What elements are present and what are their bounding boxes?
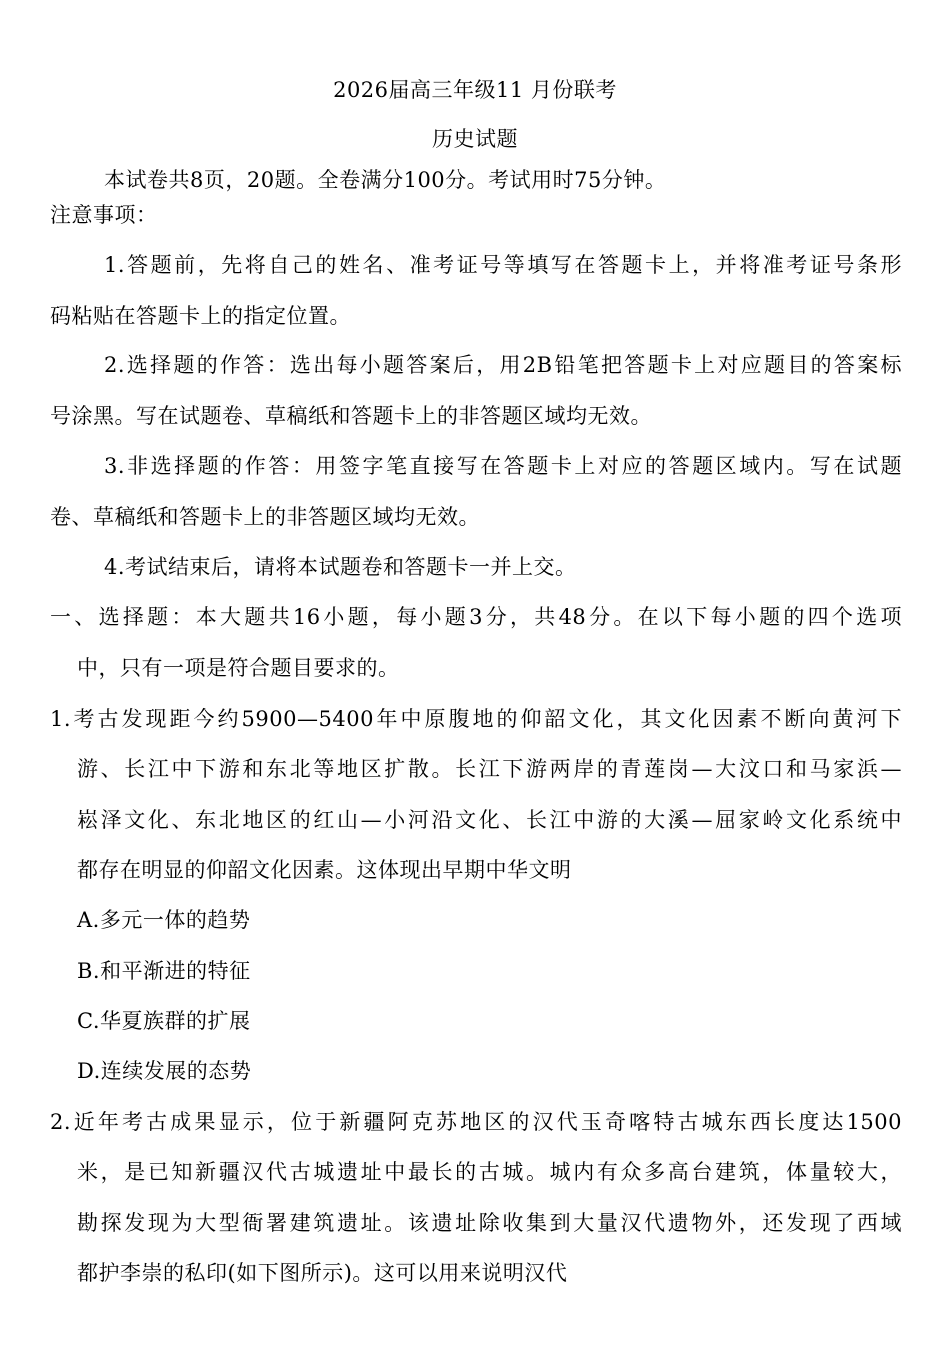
section-heading: 一、选择题：本大题共16小题，每小题3分，共48分。在以下每小题的四个选项 (50, 605, 902, 629)
question-stem-line: 崧泽文化、东北地区的红山—小河沿文化、长江中游的大溪—屈家岭文化系统中 (77, 808, 902, 832)
question-stem-line: 2.近年考古成果显示，位于新疆阿克苏地区的汉代玉奇喀特古城东西长度达1500 (50, 1110, 902, 1134)
option-a: A.多元一体的趋势 (77, 908, 251, 932)
option-c: C.华夏族群的扩展 (77, 1009, 251, 1033)
notice-item-line: 3.非选择题的作答：用签字笔直接写在答题卡上对应的答题区域内。写在试题 (104, 454, 902, 478)
subject-title: 历史试题 (432, 127, 518, 151)
notice-item-line: 2.选择题的作答：选出每小题答案后，用2B铅笔把答题卡上对应题目的答案标 (104, 353, 902, 377)
question-stem-line: 勘探发现为大型衙署建筑遗址。该遗址除收集到大量汉代遗物外，还发现了西域 (77, 1211, 902, 1235)
section-heading-cont: 中，只有一项是符合题目要求的。 (77, 656, 400, 680)
exam-info: 本试卷共8页，20题。全卷满分100分。考试用时75分钟。 (104, 168, 667, 192)
option-d: D.连续发展的态势 (77, 1059, 252, 1083)
notice-item-line: 码粘贴在答题卡上的指定位置。 (50, 304, 351, 328)
question-stem-line: 1.考古发现距今约5900—5400年中原腹地的仰韶文化，其文化因素不断向黄河下 (50, 707, 902, 731)
exam-title: 2026届高三年级11 月份联考 (333, 78, 617, 102)
notice-item-line: 1.答题前，先将自己的姓名、准考证号等填写在答题卡上，并将准考证号条形 (104, 253, 902, 277)
question-stem-line: 米，是已知新疆汉代古城遗址中最长的古城。城内有众多高台建筑，体量较大， (77, 1160, 902, 1184)
notice-item-line: 卷、草稿纸和答题卡上的非答题区域均无效。 (50, 505, 480, 529)
question-stem-line: 游、长江中下游和东北等地区扩散。长江下游两岸的青莲岗—大汶口和马家浜— (77, 757, 902, 781)
notice-item-line: 号涂黑。写在试题卷、草稿纸和答题卡上的非答题区域均无效。 (50, 404, 652, 428)
question-stem-line: 都存在明显的仰韶文化因素。这体现出早期中华文明 (77, 858, 572, 882)
option-b: B.和平渐进的特征 (77, 959, 251, 983)
notice-item-line: 4.考试结束后，请将本试题卷和答题卡一并上交。 (104, 555, 577, 579)
notice-heading: 注意事项： (50, 203, 158, 227)
question-stem-line: 都护李崇的私印(如下图所示)。这可以用来说明汉代 (77, 1261, 568, 1285)
